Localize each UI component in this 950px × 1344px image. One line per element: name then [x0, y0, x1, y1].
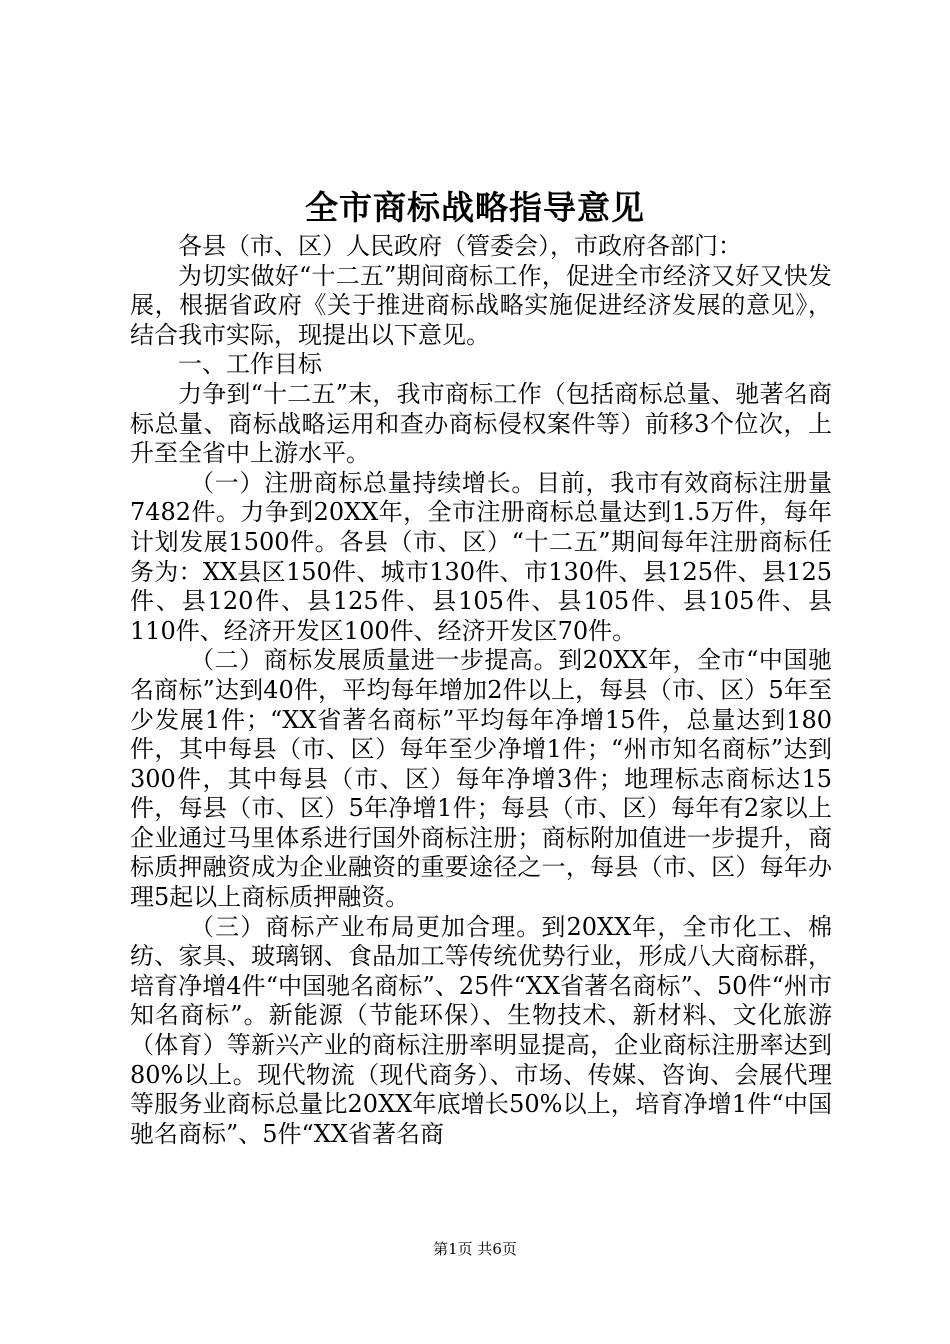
document-body	[130, 232, 832, 1149]
page-number-footer: 第1页 共6页	[433, 1240, 517, 1258]
goal-item-1-paragraph: （一）注册商标总量持续增长。目前，我市有效商标注册量7482件。力争到20XX年，全市注册商标总量达到1.5万件，每年计划发展1500件。各县（市、区）“十二五”期间每年注册商标任务为：XX县区150件、城市130件、市130件、县125件、县125件、县120件、县125件、县105件、县105件、县105件、县110件、经济开发区100件、经济开发区70件。	[130, 468, 832, 645]
goal-paragraph: 力争到“十二五”末，我市商标工作（包括商标总量、驰著名商标总量、商标战略运用和查办商标侵权案件等）前移3个位次，上升至全省中上游水平。	[130, 379, 832, 468]
document-title: 全市商标战略指导意见	[305, 188, 645, 227]
intro-paragraph: 为切实做好“十二五”期间商标工作，促进全市经济又好又快发展，根据省政府《关于推进商标战略实施促进经济发展的意见》，结合我市实际，现提出以下意见。	[130, 261, 832, 349]
salutation-paragraph: 各县（市、区）人民政府（管委会），市政府各部门：	[178, 232, 742, 260]
goal-item-2-paragraph: （二）商标发展质量进一步提高。到20XX年，全市“中国驰名商标”达到40件，平均每年增加2件以上，每县（市、区）5年至少发展1件；“XX省著名商标”平均每年净增15件，总量达到180件，其中每县（市、区）每年至少净增1件；“州市知名商标”达到300件，其中每县（市、区）每年净增3件；地理标志商标达15件，每县（市、区）5年净增1件；每县（市、区）每年有2家以上企业通过马里体系进行国外商标注册；商标附加值进一步提升，商标质押融资成为企业融资的重要途径之一，每县（市、区）每年办理5起以上商标质押融资。	[130, 646, 832, 912]
section-heading: 一、工作目标	[178, 350, 322, 379]
goal-item-3-paragraph: （三）商标产业布局更加合理。到20XX年，全市化工、棉纺、家具、玻璃钢、食品加工等传统优势行业，形成八大商标群，培育净增4件“中国驰名商标”、25件“XX省著名商标”、50件“州市知名商标”。新能源（节能环保）、生物技术、新材料、文化旅游（体育）等新兴产业的商标注册率明显提高，企业商标注册率达到80%以上。现代物流（现代商务）、市场、传媒、咨询、会展代理等服务业商标总量比20XX年底增长50%以上，培育净增1件“中国驰名商标”、5件“XX省著名商	[130, 912, 832, 1148]
